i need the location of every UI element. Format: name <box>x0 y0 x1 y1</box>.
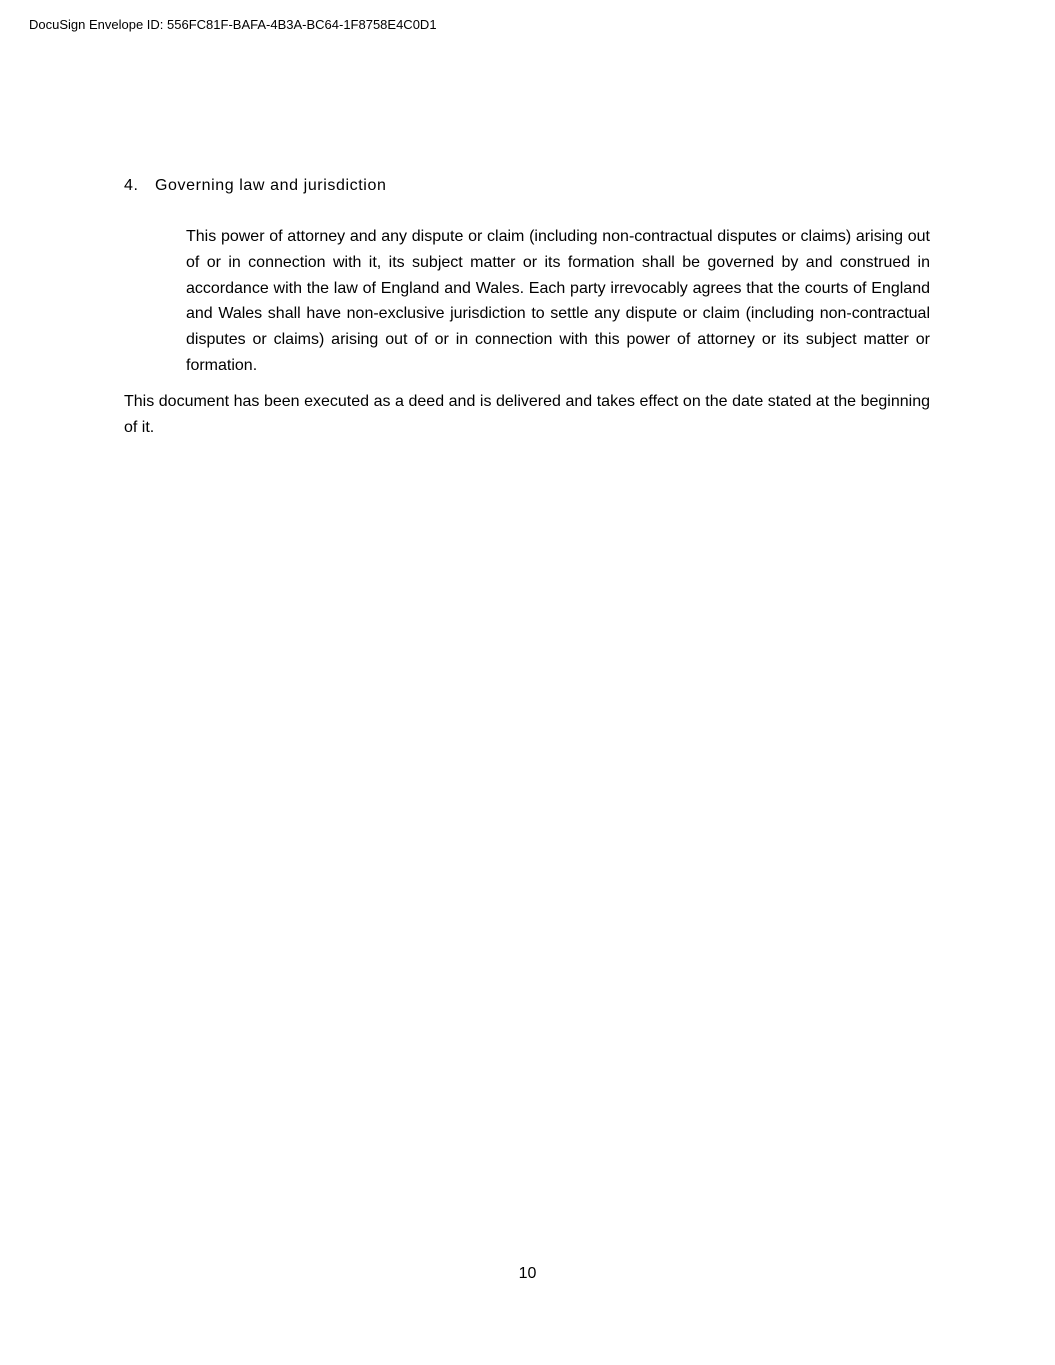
docusign-envelope-id: DocuSign Envelope ID: 556FC81F-BAFA-4B3A-BC64-1F8758E4C0D1 <box>29 17 437 32</box>
section-title: Governing law and jurisdiction <box>155 177 387 194</box>
section-heading <box>124 176 386 196</box>
section-body-paragraph: This power of attorney and any dispute or claim (including non-contractual disputes or claims) arising out of or in connection with it, its subject matter or its formation shall be governed by and construed in accordance with the law of England and Wales. Each party irrevocably agrees that the courts of England and Wales shall have non-exclusive jurisdiction to settle any dispute or claim (including non-contractual disputes or claims) arising out of or in connection with this power of attorney or its subject matter or formation. <box>186 228 930 374</box>
page-number: 10 <box>518 1265 537 1282</box>
section-number: 4. <box>124 177 139 194</box>
closing-statement: This document has been executed as a deed and is delivered and takes effect on the date stated at the beginning of it. <box>124 393 930 436</box>
